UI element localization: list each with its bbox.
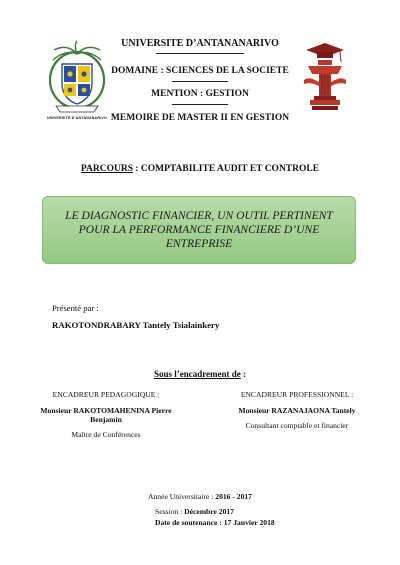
parcours-value: : COMPTABILITE AUDIT ET CONTROLE (132, 164, 320, 174)
session (155, 507, 234, 516)
supervision-heading-text: Sous l’encadrement de (153, 369, 241, 379)
faculty-logo (300, 40, 350, 114)
memoire-title: MEMOIRE DE MASTER II EN GESTION (110, 113, 290, 123)
header-separator (172, 81, 228, 82)
professional-supervisor (220, 390, 374, 430)
header-separator (156, 53, 244, 54)
author-name: RAKOTONDRABARY Tantely Tsialainkery (52, 320, 220, 330)
supervisor-name: Monsieur RAZANAJAONA Tantely (238, 406, 356, 415)
supervisor-title: Maître de Conférences (71, 430, 141, 439)
supervision-heading-suffix: : (240, 369, 247, 379)
academic-year (0, 492, 400, 501)
supervisor-name: Monsieur RAKOTOMAHENINA Pierre Benjamin (40, 406, 172, 424)
academic-year-value: 2016 - 2017 (215, 492, 252, 501)
supervisor-role: ENCADREUR PROFESSIONNEL : (240, 390, 354, 399)
parcours-line (0, 164, 400, 174)
academic-year-label: Année Universitaire : (148, 492, 216, 501)
session-value: Décembre 2017 (184, 507, 234, 516)
supervisor-title: Consultant comptable et financier (245, 421, 349, 430)
header-separator (172, 104, 228, 105)
session-label: Session : (155, 507, 185, 516)
university-logo (44, 40, 110, 116)
mention-title: MENTION : GESTION (151, 89, 249, 99)
domain-title: DOMAINE : SCIENCES DE LA SOCIETE (111, 66, 289, 76)
parcours-label: PARCOURS (80, 164, 133, 174)
thesis-title-box (42, 196, 356, 264)
pedagogical-supervisor (36, 390, 176, 439)
thesis-title: LE DIAGNOSTIC FINANCIER, UN OUTIL PERTINENT POUR LA PERFORMANCE FINANCIERE D’UNE ENTREPRISE (65, 209, 333, 250)
supervisor-role: ENCADREUR PEDAGOGIQUE : (52, 390, 160, 399)
presented-by-label: Présenté par : (52, 303, 99, 313)
defense-date: Date de soutenance : 17 Janvier 2018 (155, 518, 275, 527)
university-name: UNIVERSITE D’ANTANANARIVO (121, 38, 279, 49)
supervision-heading (0, 369, 400, 379)
logo-caption: UNIVERSITÉ D'ANTANANARIVO (47, 116, 107, 120)
